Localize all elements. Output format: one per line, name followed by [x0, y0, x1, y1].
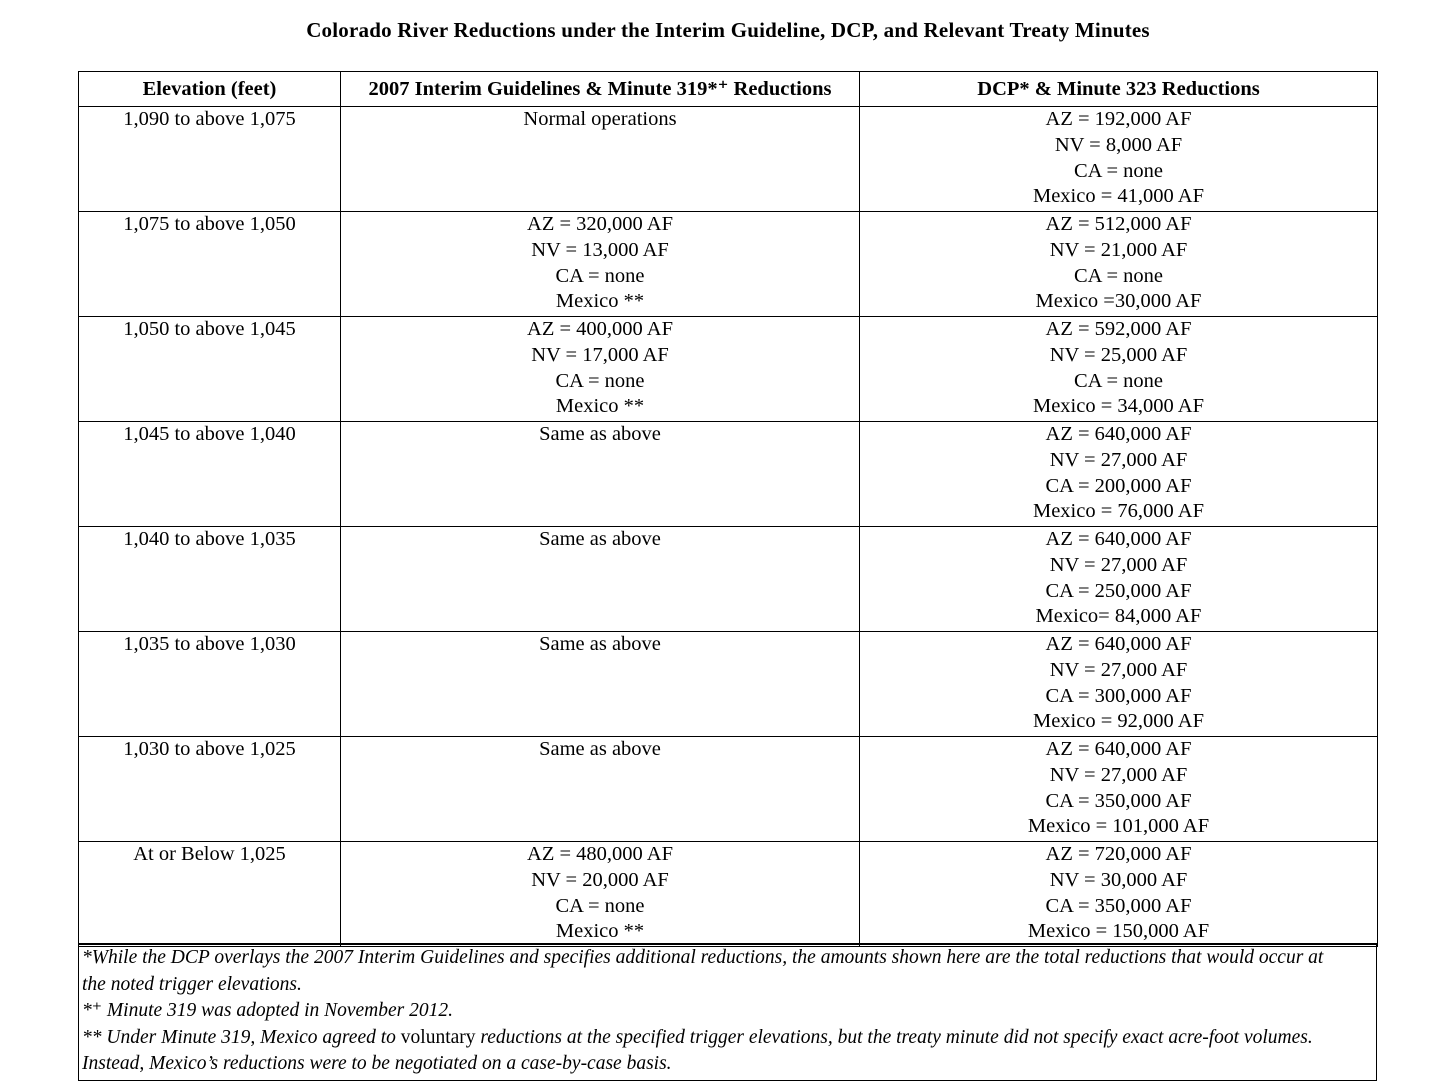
interim-cell	[341, 842, 860, 947]
dcp-line: CA = none	[1073, 369, 1163, 392]
table-body	[79, 107, 1378, 947]
elevation-cell: 1,040 to above 1,035	[79, 527, 341, 632]
table-row	[79, 107, 1378, 212]
dcp-line: Mexico= 84,000 AF	[1035, 605, 1202, 628]
table-row	[79, 212, 1378, 317]
page-title: Colorado River Reductions under the Interim Guideline, DCP, and Relevant Treaty Minutes	[306, 18, 1150, 42]
dcp-line: AZ = 512,000 AF	[1045, 213, 1192, 235]
dcp-line: AZ = 192,000 AF	[1045, 108, 1192, 130]
dcp-line: AZ = 720,000 AF	[1045, 843, 1192, 865]
interim-cell	[341, 317, 860, 422]
dcp-line: CA = 350,000 AF	[1045, 894, 1192, 917]
table-row	[79, 317, 1378, 422]
footnote-mexico-line1	[82, 1025, 1373, 1052]
interim-cell	[341, 632, 860, 737]
interim-line: NV = 17,000 AF	[531, 343, 669, 366]
interim-line: NV = 20,000 AF	[531, 868, 669, 891]
elevation-cell: 1,090 to above 1,075	[79, 107, 341, 212]
dcp-line: NV = 21,000 AF	[1049, 238, 1188, 261]
dcp-cell	[860, 737, 1378, 842]
elevation-cell: 1,045 to above 1,040	[79, 422, 341, 527]
interim-line: Same as above	[539, 738, 661, 760]
dcp-line: Mexico = 41,000 AF	[1032, 185, 1204, 208]
interim-line: AZ = 400,000 AF	[527, 318, 673, 340]
header-interim: 2007 Interim Guidelines & Minute 319*⁺ Reductions	[341, 72, 860, 107]
reductions-table	[78, 71, 1378, 947]
interim-cell	[341, 422, 860, 527]
interim-line: Mexico **	[555, 290, 645, 313]
footnote-mexico-text-a: ** Under Minute 319, Mexico agreed to	[82, 1026, 401, 1048]
dcp-line: Mexico =30,000 AF	[1035, 290, 1202, 313]
dcp-line: NV = 8,000 AF	[1054, 133, 1183, 156]
interim-cell	[341, 527, 860, 632]
interim-cell	[341, 212, 860, 317]
dcp-cell	[860, 632, 1378, 737]
dcp-line: Mexico = 76,000 AF	[1032, 500, 1204, 523]
dcp-line: Mexico = 101,000 AF	[1027, 815, 1210, 838]
table-row	[79, 632, 1378, 737]
interim-cell	[341, 107, 860, 212]
interim-line: Same as above	[539, 633, 661, 655]
dcp-line: CA = none	[1073, 159, 1163, 182]
dcp-line: AZ = 640,000 AF	[1045, 633, 1192, 655]
dcp-cell	[860, 317, 1378, 422]
dcp-line: NV = 30,000 AF	[1049, 868, 1188, 891]
footnote-mexico-line2: Instead, Mexico’s reductions were to be negotiated on a case-by-case basis.	[82, 1053, 672, 1074]
header-elevation: Elevation (feet)	[79, 72, 341, 107]
dcp-line: CA = 300,000 AF	[1045, 684, 1192, 707]
dcp-line: NV = 27,000 AF	[1049, 448, 1188, 471]
dcp-line: NV = 27,000 AF	[1049, 658, 1188, 681]
footnote-mexico-text-c: reductions at the specified trigger elevations, but the treaty minute did not specify exact acre-foot volumes.	[475, 1026, 1313, 1048]
interim-line: CA = none	[555, 369, 645, 392]
dcp-line: Mexico = 92,000 AF	[1032, 710, 1204, 733]
dcp-line: Mexico = 34,000 AF	[1032, 395, 1204, 418]
header-row	[79, 72, 1378, 107]
dcp-line: CA = none	[1073, 264, 1163, 287]
dcp-cell	[860, 422, 1378, 527]
dcp-cell	[860, 212, 1378, 317]
interim-line: Mexico **	[555, 395, 645, 418]
elevation-cell: 1,030 to above 1,025	[79, 737, 341, 842]
elevation-cell: At or Below 1,025	[79, 842, 341, 947]
footnote-minute-319: *⁺ Minute 319 was adopted in November 2012.	[82, 1000, 454, 1021]
dcp-cell	[860, 842, 1378, 947]
interim-line: CA = none	[555, 894, 645, 917]
footnote-dcp-line2: the noted trigger elevations.	[82, 973, 302, 995]
dcp-line: CA = 200,000 AF	[1045, 474, 1192, 497]
elevation-cell: 1,075 to above 1,050	[79, 212, 341, 317]
interim-line: Mexico **	[555, 920, 645, 943]
dcp-line: AZ = 640,000 AF	[1045, 738, 1192, 760]
table-row	[79, 842, 1378, 947]
table-row	[79, 737, 1378, 842]
footnote-mexico-voluntary: voluntary	[400, 1026, 476, 1048]
interim-line: Same as above	[539, 528, 661, 550]
interim-line: NV = 13,000 AF	[531, 238, 669, 261]
interim-line: Normal operations	[523, 108, 677, 130]
dcp-line: CA = 350,000 AF	[1045, 789, 1192, 812]
elevation-cell: 1,035 to above 1,030	[79, 632, 341, 737]
footnotes	[78, 943, 1377, 1081]
dcp-cell	[860, 107, 1378, 212]
footnote-dcp-line1: *While the DCP overlays the 2007 Interim Guidelines and specifies additional reductions, the amounts shown here are the total reductions that would occur at	[82, 947, 1324, 968]
dcp-line: NV = 25,000 AF	[1049, 343, 1188, 366]
interim-cell	[341, 737, 860, 842]
dcp-line: NV = 27,000 AF	[1049, 763, 1188, 786]
dcp-line: AZ = 640,000 AF	[1045, 423, 1192, 445]
dcp-cell	[860, 527, 1378, 632]
interim-line: AZ = 320,000 AF	[527, 213, 673, 235]
dcp-line: Mexico = 150,000 AF	[1027, 920, 1210, 943]
dcp-line: AZ = 592,000 AF	[1045, 318, 1192, 340]
header-dcp: DCP* & Minute 323 Reductions	[860, 72, 1378, 107]
dcp-line: AZ = 640,000 AF	[1045, 528, 1192, 550]
interim-line: Same as above	[539, 423, 661, 445]
elevation-cell: 1,050 to above 1,045	[79, 317, 341, 422]
dcp-line: NV = 27,000 AF	[1049, 553, 1188, 576]
interim-line: CA = none	[555, 264, 645, 287]
dcp-line: CA = 250,000 AF	[1045, 579, 1192, 602]
table-row	[79, 527, 1378, 632]
table-row	[79, 422, 1378, 527]
interim-line: AZ = 480,000 AF	[527, 843, 673, 865]
